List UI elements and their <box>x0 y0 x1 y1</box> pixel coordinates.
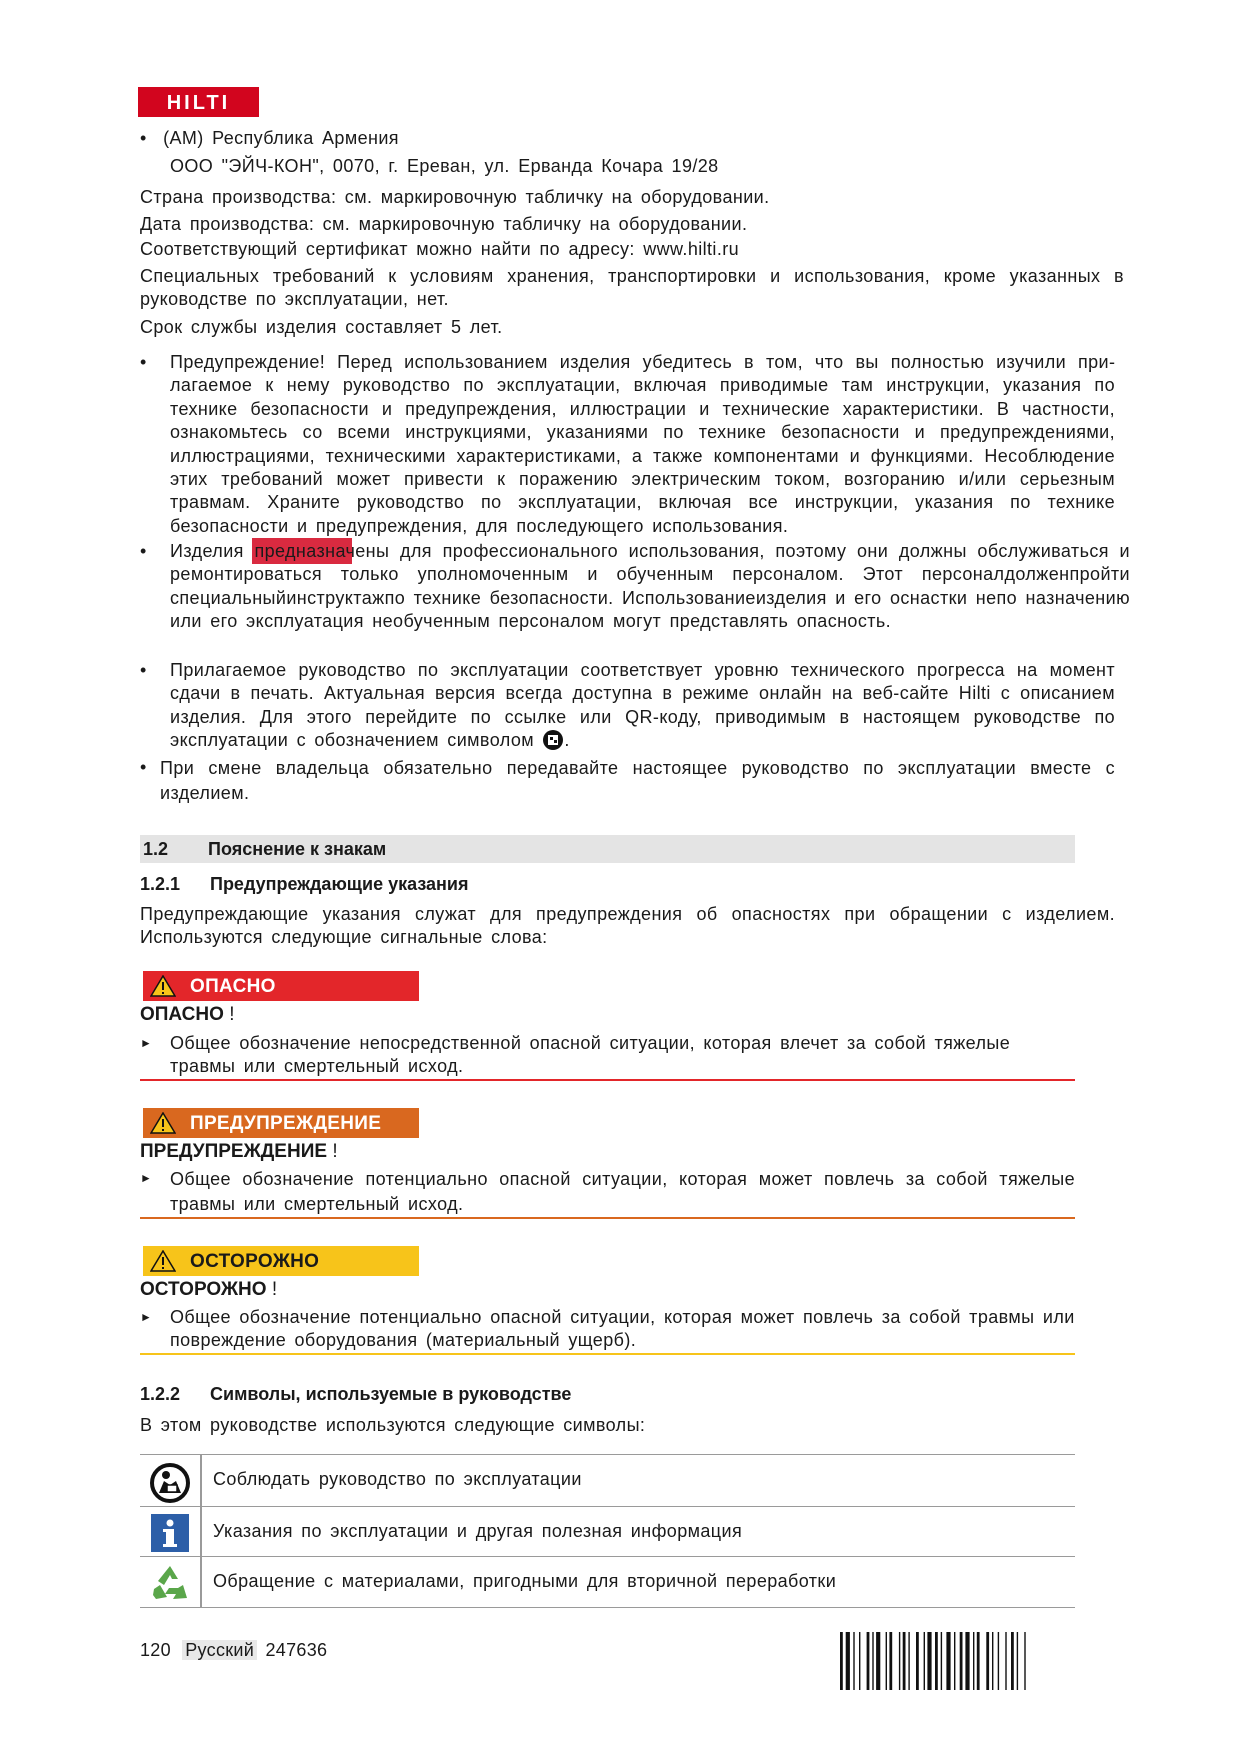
barcode-bar <box>908 1632 909 1690</box>
symbol-label: Указания по эксплуатации и другая полезная информация <box>213 1521 743 1541</box>
caution-excl: ! <box>271 1279 278 1300</box>
hilti-logo <box>138 87 259 117</box>
subsection-intro: Предупреждающие указания служат для предупреждения об опасностях при обращении с изделием. Используются следующие сигнальные слова: <box>140 904 1115 947</box>
bullet-dot: • <box>140 541 147 561</box>
warning-text: Общее обозначение потенциально опасной ситуации, которая может повлечь за собой тяжелые травмы или смертельный исход. <box>170 1169 1075 1214</box>
barcode-bar <box>889 1632 892 1690</box>
barcode-bar <box>973 1632 974 1690</box>
info-storage-requirements: Специальных требований к условиям хранения, транспортировки и использования, кроме указанных в руководстве по эксплуатации, нет. <box>140 266 1124 309</box>
caution-separator <box>140 1353 1075 1355</box>
address-company-line: ООО "ЭЙЧ-КОН", 0070, г. Ереван, ул. Ерванда Кочара 19/28 <box>170 156 719 176</box>
caution-description <box>140 1306 1075 1352</box>
symbol-label: Соблюдать руководство по эксплуатации <box>213 1469 582 1489</box>
barcode-bar <box>872 1632 873 1690</box>
barcode-bar <box>876 1632 880 1690</box>
barcode-bar <box>977 1632 980 1690</box>
bullet-professional-use-text: Изделия предназначены для профессионального использования, поэтому они должны обслуживаться и ремонтироваться только уполномоченным и обученным персоналом. Этот персоналдолженпройти специальныйинструктажпо технике безопасности. Использованиеизделия и его оснастки непо назначению или его эксплуатация необученным персоналом могут представлять опасность. <box>170 541 1130 632</box>
country-text: (AM) Республика Армения <box>163 128 399 148</box>
bullet-manual-version-text <box>170 659 1115 753</box>
danger-excl: ! <box>229 1004 235 1025</box>
barcode-bar <box>903 1632 906 1690</box>
warning-label: ПРЕДУПРЕЖДЕНИЕ <box>190 1113 382 1134</box>
address-country-line <box>140 127 399 150</box>
danger-separator <box>140 1079 1075 1081</box>
warning-separator <box>140 1217 1075 1219</box>
footer-doc-number: 247636 <box>265 1640 328 1660</box>
barcode-bar <box>1005 1632 1006 1690</box>
warning-signal-box <box>143 1108 419 1138</box>
caution-title-text: ОСТОРОЖНО <box>140 1279 267 1300</box>
barcode-bar <box>859 1632 860 1690</box>
barcode-bar <box>954 1632 955 1690</box>
danger-signal-box <box>143 971 419 1001</box>
bullet-manual-version-body: Прилагаемое руководство по эксплуатации соответствует уровню технического прогресса на момент сдачи в печать. Актуальная версия всегда доступна в режиме онлайн на веб-сайте Hilti с описанием изделия. Для этого перейдите по ссылке или QR-коду, приводимым в настоящем руководстве по эксплуатации с обозначением символом <box>170 660 1115 751</box>
manual-icon <box>150 1463 190 1503</box>
bullet-warning-text: Предупреждение! Перед использованием изделия убедитесь в том, что вы полностью изучили прилагаемое к нему руководство по эксплуатации, включая приводимые там инструкции, указания по технике безопасности и предупреждения, иллюстрации и технические характеристики. В частности, ознакомьтесь со всеми инструкциями, указаниями по технике безопасности и предупреждениями, иллюстрациями, техническими характеристиками, а также компонентами и функциями. Несоблюдение этих требований может привести к поражению электрическим током, возгоранию и/или серьезным травмам. Храните руководство по эксплуатации, включая все инструкции, указания по технике безопасности и предупреждения, для последующего использования. <box>170 352 1115 536</box>
barcode-bar <box>916 1632 919 1690</box>
info-service-life: Срок службы изделия составляет 5 лет. <box>140 317 503 337</box>
subsection-number: 1.2.1 <box>140 874 181 894</box>
bullet-owner-change-text: При смене владельца обязательно передавайте настоящее руководство по эксплуатации вместе с изделием. <box>160 758 1115 803</box>
symbol-label: Обращение с материалами, пригодными для вторичной переработки <box>213 1571 837 1591</box>
section-number: 1.2 <box>143 839 169 859</box>
barcode-bar <box>992 1632 993 1690</box>
warning-triangle-icon <box>150 1112 176 1134</box>
barcode-bar <box>924 1632 925 1690</box>
info-country-origin: Страна производства: см. маркировочную табличку на оборудовании. <box>140 187 770 207</box>
subsection-title: Символы, используемые в руководстве <box>210 1384 572 1404</box>
barcode-bar <box>986 1632 989 1690</box>
barcode-bar <box>1024 1632 1025 1690</box>
barcode-bar <box>965 1632 969 1690</box>
bullet-dot: • <box>140 128 147 148</box>
barcode-bar <box>853 1632 854 1690</box>
barcode-bar <box>960 1632 963 1690</box>
danger-title <box>140 1004 234 1026</box>
logo-text: HILTI <box>166 92 231 114</box>
caution-text: Общее обозначение потенциально опасной ситуации, которая может повлечь за собой травмы или повреждение оборудования (материальный ущерб). <box>170 1307 1075 1350</box>
barcode-bar <box>899 1632 900 1690</box>
warning-title-text: ПРЕДУПРЕЖДЕНИЕ <box>140 1141 328 1162</box>
warning-triangle-icon <box>150 975 176 997</box>
barcode <box>840 1632 1068 1690</box>
bullet-dot: • <box>140 352 147 372</box>
barcode-bar <box>998 1632 999 1690</box>
arrow-icon: ► <box>140 1171 152 1185</box>
recycle-icon <box>150 1563 190 1603</box>
section-title: Пояснение к знакам <box>208 839 387 859</box>
info-icon <box>150 1513 190 1553</box>
barcode-bar <box>946 1632 950 1690</box>
barcode-bar <box>935 1632 938 1690</box>
barcode-bar <box>867 1632 870 1690</box>
caution-label: ОСТОРОЖНО <box>190 1251 320 1272</box>
danger-title-text: ОПАСНО <box>140 1004 224 1025</box>
arrow-icon: ► <box>140 1036 152 1050</box>
footer-language: Русский <box>182 1640 257 1660</box>
barcode-bar <box>927 1632 931 1690</box>
barcode-bar <box>840 1632 843 1690</box>
subsection-number: 1.2.2 <box>140 1384 181 1404</box>
section-header-bar <box>140 835 1075 863</box>
danger-label: ОПАСНО <box>190 976 276 997</box>
qr-symbol-icon <box>542 729 564 751</box>
trailing-period: . <box>564 730 570 751</box>
warning-triangle-icon <box>150 1250 176 1272</box>
barcode-bar <box>1011 1632 1014 1690</box>
symbol-row <box>140 1556 1075 1608</box>
danger-description <box>140 1032 1075 1078</box>
info-production-date: Дата производства: см. маркировочную табличку на оборудовании. <box>140 214 748 234</box>
warning-title <box>140 1141 338 1163</box>
barcode-bar <box>886 1632 887 1690</box>
arrow-icon: ► <box>140 1310 152 1324</box>
bullet-dot: • <box>140 660 147 680</box>
subsection-title: Предупреждающие указания <box>210 874 469 894</box>
warning-excl: ! <box>332 1141 338 1162</box>
caution-signal-box <box>143 1246 419 1276</box>
symbol-row <box>140 1506 1075 1557</box>
warning-description <box>140 1167 1075 1217</box>
info-certificate: Соответствующий сертификат можно найти по адресу: www.hilti.ru <box>140 239 740 259</box>
bullet-dot: • <box>140 757 147 777</box>
page-number: 120 <box>140 1640 171 1660</box>
barcode-bar <box>941 1632 942 1690</box>
page-footer <box>140 1640 327 1661</box>
barcode-bar <box>846 1632 850 1690</box>
barcode-bar <box>1017 1632 1018 1690</box>
caution-title <box>140 1279 277 1301</box>
symbol-row <box>140 1454 1075 1507</box>
subsection-intro: В этом руководстве используются следующие символы: <box>140 1415 646 1435</box>
danger-text: Общее обозначение непосредственной опасной ситуации, которая влечет за собой тяжелые травмы или смертельный исход. <box>170 1033 1011 1076</box>
